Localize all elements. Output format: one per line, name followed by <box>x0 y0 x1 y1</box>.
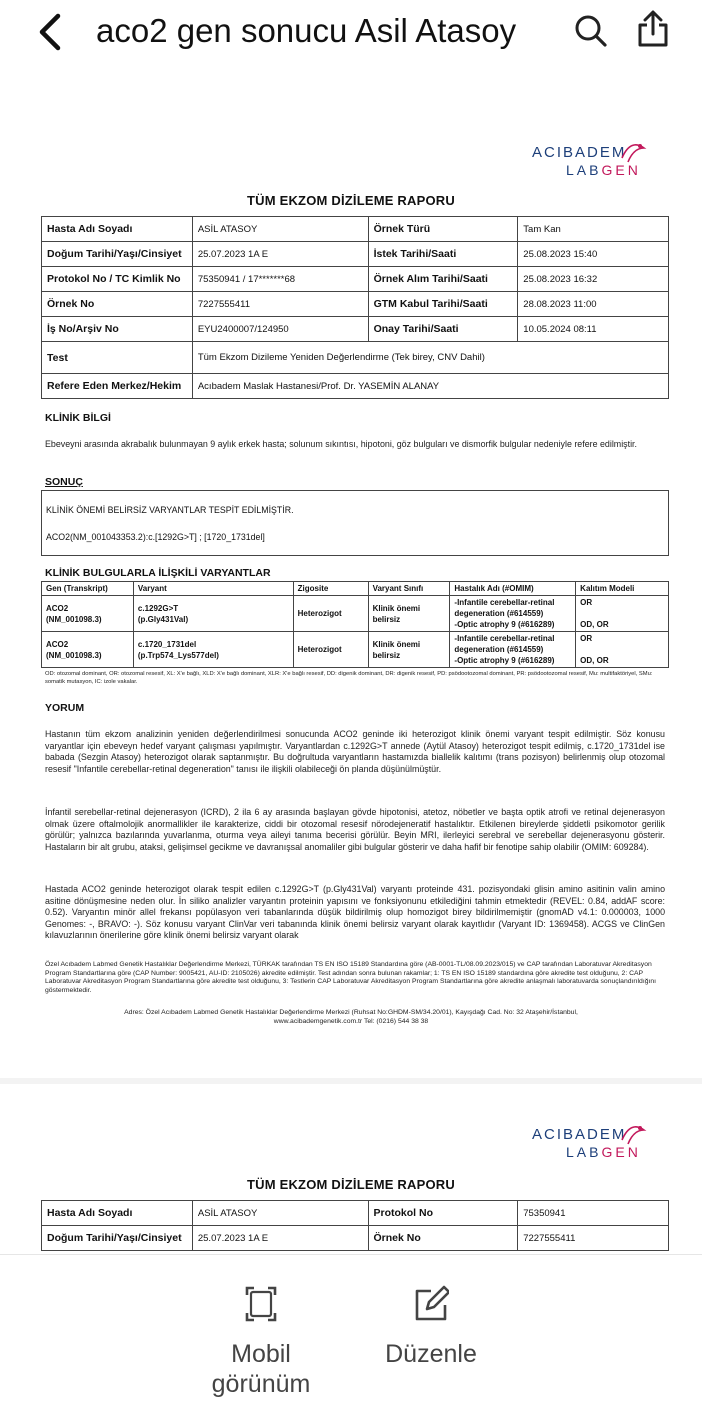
info-label: Örnek No <box>42 292 193 317</box>
variant-cell-line: c.1720_1731del <box>137 639 197 649</box>
report-title: TÜM EKZOM DİZİLEME RAPORU <box>247 1177 455 1192</box>
patient-info-table-page-2 <box>41 1200 669 1251</box>
variant-column-header: Hastalık Adı (#OMIM) <box>450 582 576 596</box>
info-value: ASİL ATASOY <box>192 217 368 242</box>
report-page-2 <box>0 1084 702 1254</box>
mobile-view-icon <box>244 1285 278 1323</box>
info-row <box>42 267 669 292</box>
variants-heading: KLİNİK BULGULARLA İLİŞKİLİ VARYANTLAR <box>45 567 271 579</box>
inheritance-line: OD, OR <box>580 620 609 629</box>
variant-cell <box>133 632 293 668</box>
disease-cell-line: -Infantile cerebellar-retinal <box>454 634 555 643</box>
variant-class-cell-line: belirsiz <box>372 614 401 624</box>
accreditation-note: Özel Acıbadem Labmed Genetik Hastalıklar Değerlendirme Merkezi, TÜRKAK tarafından TS EN ISO 15189 Standardına göre (AB-0001-TL/08.09.2023/015) ve CAP tarafından Laboratuvar Akreditasyon Program Standartlarına göre (CAP Number: 9005421, AU-ID: 2105026) akredite edilmiştir. Test adından sonra bulunan rakamlar; 1: TS EN ISO 15189 standardına göre akredite test olduğunu, 2: CAP Laboratuvar Akreditasyon Program Standartlarına göre akredite test olduğunu, 3: Testlerin CAP Laboratuvar Akreditasyon Program Standartlarına göre akredite anlaşmalı laboratuvarda sonuçlandırıldığını göstermektedir. <box>45 961 657 994</box>
report-page-1 <box>0 66 702 1078</box>
mobile-view-button[interactable] <box>206 1285 316 1399</box>
info-value: 28.08.2023 11:00 <box>518 292 669 317</box>
referring-value: Acıbadem Maslak Hastanesi/Prof. Dr. YASEMİN ALANAY <box>192 374 668 399</box>
info-row <box>42 217 669 242</box>
lab-address <box>0 1009 702 1026</box>
edit-label: Düzenle <box>385 1340 477 1368</box>
result-box <box>41 490 669 556</box>
variant-column-header: Kalıtım Modeli <box>576 582 669 596</box>
info-value: 7227555411 <box>518 1226 669 1251</box>
comment-heading: YORUM <box>45 702 85 714</box>
comment-paragraph-1: Hastanın tüm ekzom analizinin yeniden değerlendirilmesi sonucunda ACO2 geninde iki heterozigot klinik önemi varyant tespit edilmiştir. Söz konusu varyantlar için ebeveyn hedef varyant çalışması yapılmıştır. Varyantlardan c.1292G>T annede (Aytül Atasoy) heterozigot tespit edilmiş, c.1720_1731del ise babada (Sezgin Atasoy) heterozigot olarak saptanmıştır. Bu doğrultuda varyantların hastamızda biallelik kalıtımı (trans pozisyon) belirlenmiş olup otozomal resesif "Infantile cerebellar-retinal degeneration" tanısı ile ilişkili olabileceği ön planda düşünülmüştür. <box>45 729 665 774</box>
info-value: 75350941 <box>518 1201 669 1226</box>
info-value: ASİL ATASOY <box>192 1201 368 1226</box>
info-value: Tam Kan <box>518 217 669 242</box>
disease-cell-line: degeneration (#614559) <box>454 609 544 618</box>
report-title: TÜM EKZOM DİZİLEME RAPORU <box>247 193 455 208</box>
inheritance-cell <box>576 632 669 668</box>
referring-label: Refere Eden Merkez/Hekim <box>42 374 193 399</box>
variant-class-cell-line: belirsiz <box>372 650 401 660</box>
variant-column-header: Varyant Sınıfı <box>368 582 450 596</box>
disease-cell-line: -Infantile cerebellar-retinal <box>454 598 555 607</box>
variant-cell <box>133 596 293 632</box>
variant-cell-line: (p.Gly431Val) <box>137 614 189 624</box>
edit-icon <box>413 1285 449 1323</box>
disease-cell-line: -Optic atrophy 9 (#616289) <box>454 620 555 629</box>
acibadem-labgen-logo: ACIBADEM LABGEN <box>532 1122 650 1162</box>
variant-class-cell <box>368 632 450 668</box>
info-label: İş No/Arşiv No <box>42 317 193 342</box>
info-label: Doğum Tarihi/Yaşı/Cinsiyet <box>42 242 193 267</box>
result-line-1: KLİNİK ÖNEMİ BELİRSİZ VARYANTLAR TESPİT EDİLMİŞTİR. <box>46 505 294 515</box>
test-label: Test <box>42 342 193 374</box>
inheritance-cell <box>576 596 669 632</box>
info-value: 25.08.2023 16:32 <box>518 267 669 292</box>
share-icon[interactable] <box>636 10 670 48</box>
abbreviations-note: OD: otozomal dominant, OR: otozomal resesif, XL: X'e bağlı, XLD: X'e bağlı dominant, XLR: X'e bağlı resesif, DD: digenik dominant, DR: digenik resesif, PD: psödootozomal dominant, PR: psödootozomal resesif, Mu: multifaktöriyel, SMu: somatik mutasyon, IC: izole vakalar. <box>45 671 653 685</box>
info-label: Örnek No <box>368 1226 518 1251</box>
info-label: İstek Tarihi/Saati <box>368 242 518 267</box>
info-row <box>42 242 669 267</box>
variant-row <box>42 632 669 668</box>
mobile-view-label: Mobil görünüm <box>211 1340 311 1398</box>
info-label: Örnek Alım Tarihi/Saati <box>368 267 518 292</box>
address-line-1: Adres: Özel Acıbadem Labmed Genetik Hastalıklar Değerlendirme Merkezi (Ruhsat No:GHDM-SM/34.20/01), Kayışdağı Cad. No: 32 Ataşehir/İstanbul, <box>124 1009 578 1016</box>
info-value: EYU2400007/124950 <box>192 317 368 342</box>
disease-cell <box>450 632 576 668</box>
info-label: Hasta Adı Soyadı <box>42 1201 193 1226</box>
test-value: Tüm Ekzom Dizileme Yeniden Değerlendirme (Tek birey, CNV Dahil) <box>192 342 668 374</box>
disease-cell <box>450 596 576 632</box>
info-label: Protokol No / TC Kimlik No <box>42 267 193 292</box>
gene-cell-line: ACO2 <box>46 639 69 649</box>
info-label: Onay Tarihi/Saati <box>368 317 518 342</box>
info-value: 7227555411 <box>192 292 368 317</box>
gene-cell-line: (NM_001098.3) <box>46 614 102 624</box>
info-row <box>42 292 669 317</box>
gene-cell <box>42 632 134 668</box>
address-line-2: www.acibademgenetik.com.tr Tel: (0216) 544 38 38 <box>273 1017 429 1025</box>
comment-paragraph-3: Hastada ACO2 geninde heterozigot olarak tespit edilen c.1292G>T (p.Gly431Val) varyantı proteinde 431. pozisyondaki glisin amino asitinin valin amino asitine dönüşmesine neden olur. İn siliko analizler varyantın proteinin yapısını ve fonksiyonunu etkilediğini tahmin etmektedir (REVEL: 0.84, addAF score: 0.52). Varyantın minör allel frekansı popülasyon veri tabanlarında düşük bildirilmiş olup homozigot birey bildirilmemiştir (gnomAD v4.1: 0.000003, 1000 Genomes: -, BRAVO: -). Söz konusu varyant ClinVar veri tabanında klinik önemi belirsiz varyant olarak kayıtlıdır (Varyant ID: 1369458). ACGS ve ClinGen kılavuzlarının önerilerine göre klinik önemi belirsiz varyant olarak <box>45 884 665 941</box>
info-row <box>42 1201 669 1226</box>
zygosity-cell: Heterozigot <box>293 596 368 632</box>
acibadem-labgen-logo: ACIBADEM LABGEN <box>532 140 650 180</box>
inheritance-line: OD, OR <box>580 656 609 665</box>
info-label: Protokol No <box>368 1201 518 1226</box>
info-value: 75350941 / 17*******68 <box>192 267 368 292</box>
clinical-info-heading: KLİNİK BİLGİ <box>45 412 111 424</box>
info-label: Örnek Türü <box>368 217 518 242</box>
info-row <box>42 317 669 342</box>
document-title: aco2 gen sonucu Asil Atasoy <box>96 12 517 49</box>
info-value: 25.07.2023 1A E <box>192 1226 368 1251</box>
disease-cell-line: degeneration (#614559) <box>454 645 544 654</box>
patient-info-table <box>41 216 669 399</box>
gene-cell <box>42 596 134 632</box>
variant-class-cell-line: Klinik önemi <box>372 603 421 613</box>
info-value: 25.08.2023 15:40 <box>518 242 669 267</box>
variant-column-header: Zigosite <box>293 582 368 596</box>
result-line-2: ACO2(NM_001043353.2):c.[1292G>T] ; [1720_1731del] <box>46 532 265 542</box>
variant-column-header: Gen (Transkript) <box>42 582 134 596</box>
top-app-bar <box>0 0 702 66</box>
chevron-left-icon[interactable] <box>34 12 66 52</box>
inheritance-line: OR <box>580 634 593 643</box>
result-heading: SONUÇ <box>45 476 83 488</box>
variant-class-cell-line: Klinik önemi <box>372 639 421 649</box>
info-value: 25.07.2023 1A E <box>192 242 368 267</box>
info-value: 10.05.2024 08:11 <box>518 317 669 342</box>
variant-cell-line: (p.Trp574_Lys577del) <box>137 650 219 660</box>
bottom-toolbar <box>0 1254 702 1427</box>
variant-row <box>42 596 669 632</box>
comment-paragraph-2: İnfantil serebellar-retinal dejenerasyon (ICRD), 2 ila 6 ay arasında başlayan gövde hipotonisi, atetoz, nöbetler ve başta optik atrofi ve retinal dejenerasyon olmak üzere oftalmolojik anormallikler ile karakterize, ciddi bir otozomal resesif nörodejeneratif hastalıktır. Etkilenen bireylerde şiddetli psikomotor gerilik görülür; yalnızca bazılarında yuvarlanma, oturma veya aileyi tanıma becerisi görülür. Beyin MRI, ilerleyici serebral ve serebellar dejenerasyonu gösterir. Hastaların bir alt grubu, ataksi, gelişimsel gecikme ve davranışsal anomaliler gibi bulgular gösterir ve daha hafif bir fenotipe sahip olabilir (OMIM: 609284). <box>45 807 665 852</box>
variant-class-cell <box>368 596 450 632</box>
variants-table <box>41 581 669 668</box>
edit-button[interactable] <box>376 1285 486 1369</box>
info-label: Hasta Adı Soyadı <box>42 217 193 242</box>
info-label: Doğum Tarihi/Yaşı/Cinsiyet <box>42 1226 193 1251</box>
gene-cell-line: ACO2 <box>46 603 69 613</box>
gene-cell-line: (NM_001098.3) <box>46 650 102 660</box>
info-row <box>42 1226 669 1251</box>
clinical-info-text: Ebeveyni arasında akrabalık bulunmayan 9 aylık erkek hasta; solunum sıkıntısı, hipotoni, göz bulguları ve dismorfik bulgular nedeniyle refere edilmiştir. <box>45 439 637 449</box>
disease-cell-line: -Optic atrophy 9 (#616289) <box>454 656 555 665</box>
info-label: GTM Kabul Tarihi/Saati <box>368 292 518 317</box>
search-icon[interactable] <box>574 14 608 48</box>
variant-column-header: Varyant <box>133 582 293 596</box>
zygosity-cell: Heterozigot <box>293 632 368 668</box>
inheritance-line: OR <box>580 598 593 607</box>
variant-cell-line: c.1292G>T <box>137 603 179 613</box>
